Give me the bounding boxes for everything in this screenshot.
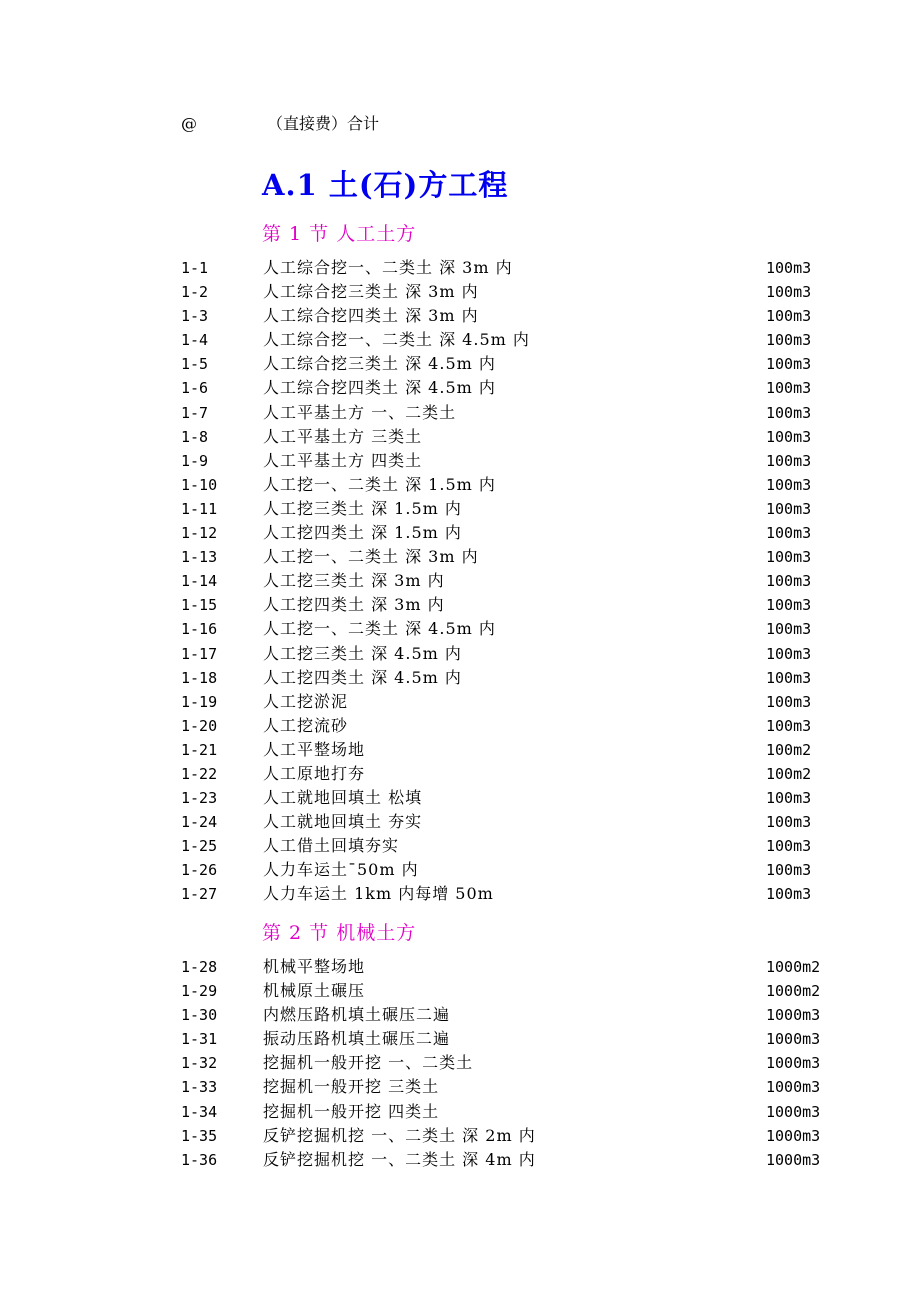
item-row xyxy=(0,521,920,545)
item-name: 人工挖一、二类土 深 3m 内 xyxy=(263,547,479,567)
item-row xyxy=(0,1124,920,1148)
item-code: 1-35 xyxy=(181,1126,218,1145)
item-code: 1-13 xyxy=(181,548,218,567)
item-unit: 100m3 xyxy=(766,355,812,374)
item-code: 1-26 xyxy=(181,861,218,880)
item-row xyxy=(0,280,920,304)
item-list xyxy=(0,955,920,1172)
item-unit: 1000m3 xyxy=(766,1030,821,1049)
item-row xyxy=(0,449,920,473)
item-name: 人力车运土ˉ50m 内 xyxy=(263,860,419,880)
item-name: 反铲挖掘机挖 一、二类土 深 4m 内 xyxy=(263,1149,536,1169)
item-row xyxy=(0,569,920,593)
item-unit: 100m2 xyxy=(766,764,812,783)
item-code: 1-30 xyxy=(181,1006,218,1025)
item-row xyxy=(0,1075,920,1099)
item-unit: 100m3 xyxy=(766,668,812,687)
item-unit: 1000m2 xyxy=(766,982,821,1001)
item-code: 1-33 xyxy=(181,1078,218,1097)
item-code: 1-19 xyxy=(181,692,218,711)
item-code: 1-8 xyxy=(181,427,209,446)
item-name: 人工就地回填土 松填 xyxy=(263,788,423,808)
item-code: 1-29 xyxy=(181,982,218,1001)
item-code: 1-31 xyxy=(181,1030,218,1049)
item-name: 人工挖淤泥 xyxy=(263,691,349,711)
item-name: 挖掘机一般开挖 一、二类土 xyxy=(263,1053,474,1073)
item-code: 1-3 xyxy=(181,307,209,326)
item-row xyxy=(0,617,920,641)
item-unit: 100m3 xyxy=(766,331,812,350)
item-unit: 100m3 xyxy=(766,596,812,615)
item-name: 人工挖一、二类土 深 4.5m 内 xyxy=(263,619,496,639)
item-code: 1-9 xyxy=(181,451,209,470)
item-unit: 100m3 xyxy=(766,475,812,494)
item-row xyxy=(0,1027,920,1051)
item-name: 人工平基土方 一、二类土 xyxy=(263,402,457,422)
item-unit: 100m3 xyxy=(766,451,812,470)
item-list xyxy=(0,256,920,907)
item-code: 1-17 xyxy=(181,644,218,663)
item-code: 1-21 xyxy=(181,740,218,759)
item-unit: 100m3 xyxy=(766,572,812,591)
item-name: 人工综合挖三类土 深 3m 内 xyxy=(263,282,479,302)
item-row xyxy=(0,328,920,352)
item-unit: 100m3 xyxy=(766,813,812,832)
item-row xyxy=(0,304,920,328)
item-code: 1-24 xyxy=(181,813,218,832)
item-unit: 100m3 xyxy=(766,716,812,735)
item-row xyxy=(0,425,920,449)
item-name: 人力车运土 1km 内每增 50m xyxy=(263,884,494,904)
item-name: 人工挖三类土 深 4.5m 内 xyxy=(263,643,462,663)
direct-cost-total-label: （直接费）合计 xyxy=(267,114,380,133)
item-name: 人工平整场地 xyxy=(263,739,366,759)
item-row xyxy=(0,376,920,400)
item-code: 1-32 xyxy=(181,1054,218,1073)
item-name: 人工挖一、二类土 深 1.5m 内 xyxy=(263,474,496,494)
item-unit: 100m3 xyxy=(766,403,812,422)
item-unit: 100m3 xyxy=(766,789,812,808)
item-name: 人工综合挖一、二类土 深 3m 内 xyxy=(263,258,513,277)
item-code: 1-7 xyxy=(181,403,209,422)
at-symbol: @ xyxy=(181,114,197,133)
item-code: 1-36 xyxy=(181,1150,218,1169)
item-code: 1-11 xyxy=(181,499,218,518)
item-row xyxy=(0,834,920,858)
item-code: 1-23 xyxy=(181,789,218,808)
item-unit: 100m3 xyxy=(766,548,812,567)
item-unit: 100m3 xyxy=(766,524,812,543)
item-name: 人工挖三类土 深 1.5m 内 xyxy=(263,498,462,518)
item-unit: 100m3 xyxy=(766,885,812,904)
item-code: 1-4 xyxy=(181,331,209,350)
item-name: 挖掘机一般开挖 四类土 xyxy=(263,1101,440,1121)
item-unit: 100m3 xyxy=(766,620,812,639)
item-row xyxy=(0,401,920,425)
item-code: 1-12 xyxy=(181,524,218,543)
item-code: 1-18 xyxy=(181,668,218,687)
item-unit: 1000m2 xyxy=(766,958,821,976)
item-unit: 100m3 xyxy=(766,837,812,856)
item-code: 1-34 xyxy=(181,1102,218,1121)
item-row xyxy=(0,858,920,882)
item-name: 人工原地打夯 xyxy=(263,763,366,783)
item-name: 反铲挖掘机挖 一、二类土 深 2m 内 xyxy=(263,1125,536,1145)
item-row xyxy=(0,473,920,497)
item-row xyxy=(0,810,920,834)
item-unit: 1000m3 xyxy=(766,1054,821,1073)
item-code: 1-16 xyxy=(181,620,218,639)
item-name: 人工挖四类土 深 4.5m 内 xyxy=(263,667,462,687)
item-unit: 100m2 xyxy=(766,740,812,759)
item-name: 人工综合挖一、二类土 深 4.5m 内 xyxy=(263,330,530,350)
item-row xyxy=(0,593,920,617)
item-row xyxy=(0,352,920,376)
item-code: 1-2 xyxy=(181,283,209,302)
item-unit: 1000m3 xyxy=(766,1078,821,1097)
item-row xyxy=(0,738,920,762)
item-unit: 100m3 xyxy=(766,861,812,880)
item-name: 人工借土回填夯实 xyxy=(263,836,400,856)
item-name: 人工就地回填土 夯实 xyxy=(263,812,423,832)
item-row xyxy=(0,762,920,786)
item-code: 1-14 xyxy=(181,572,218,591)
item-code: 1-22 xyxy=(181,764,218,783)
item-code: 1-10 xyxy=(181,475,218,494)
item-row xyxy=(0,497,920,521)
item-row xyxy=(0,1051,920,1075)
item-code: 1-15 xyxy=(181,596,218,615)
item-name: 内燃压路机填土碾压二遍 xyxy=(263,1005,451,1025)
item-name: 人工综合挖三类土 深 4.5m 内 xyxy=(263,354,496,374)
item-unit: 100m3 xyxy=(766,644,812,663)
item-code: 1-1 xyxy=(181,259,209,277)
item-unit: 100m3 xyxy=(766,307,812,326)
item-unit: 1000m3 xyxy=(766,1102,821,1121)
item-row xyxy=(0,1100,920,1124)
item-code: 1-6 xyxy=(181,379,209,398)
item-unit: 1000m3 xyxy=(766,1006,821,1025)
item-code: 1-20 xyxy=(181,716,218,735)
item-row xyxy=(0,642,920,666)
item-row xyxy=(0,714,920,738)
item-row xyxy=(0,690,920,714)
item-name: 人工平基土方 三类土 xyxy=(263,426,423,446)
section-title: 第 1 节 人工土方 xyxy=(262,223,417,245)
item-unit: 100m3 xyxy=(766,427,812,446)
item-name: 人工挖流砂 xyxy=(263,715,349,735)
item-unit: 100m3 xyxy=(766,379,812,398)
item-row xyxy=(0,882,920,906)
item-row xyxy=(0,979,920,1003)
item-row xyxy=(0,545,920,569)
item-name: 人工综合挖四类土 深 4.5m 内 xyxy=(263,378,496,398)
item-code: 1-5 xyxy=(181,355,209,374)
item-name: 挖掘机一般开挖 三类土 xyxy=(263,1077,440,1097)
item-name: 振动压路机填土碾压二遍 xyxy=(263,1029,451,1049)
chapter-title: A.1 土(石)方工程 xyxy=(262,168,509,202)
item-row xyxy=(0,1003,920,1027)
item-name: 机械平整场地 xyxy=(263,957,366,976)
section-title: 第 2 节 机械土方 xyxy=(262,922,417,944)
item-name: 机械原土碾压 xyxy=(263,981,366,1001)
item-name: 人工挖四类土 深 3m 内 xyxy=(263,595,445,615)
item-name: 人工挖三类土 深 3m 内 xyxy=(263,571,445,591)
item-unit: 100m3 xyxy=(766,499,812,518)
item-row xyxy=(0,666,920,690)
item-code: 1-28 xyxy=(181,958,218,976)
item-unit: 100m3 xyxy=(766,259,812,277)
item-unit: 100m3 xyxy=(766,283,812,302)
item-row xyxy=(0,786,920,810)
item-row xyxy=(0,955,920,979)
item-unit: 100m3 xyxy=(766,692,812,711)
item-row xyxy=(0,1148,920,1172)
item-code: 1-27 xyxy=(181,885,218,904)
item-name: 人工挖四类土 深 1.5m 内 xyxy=(263,523,462,543)
item-name: 人工平基土方 四类土 xyxy=(263,450,423,470)
item-unit: 1000m3 xyxy=(766,1150,821,1169)
item-row xyxy=(0,256,920,280)
item-name: 人工综合挖四类土 深 3m 内 xyxy=(263,306,479,326)
item-unit: 1000m3 xyxy=(766,1126,821,1145)
item-code: 1-25 xyxy=(181,837,218,856)
